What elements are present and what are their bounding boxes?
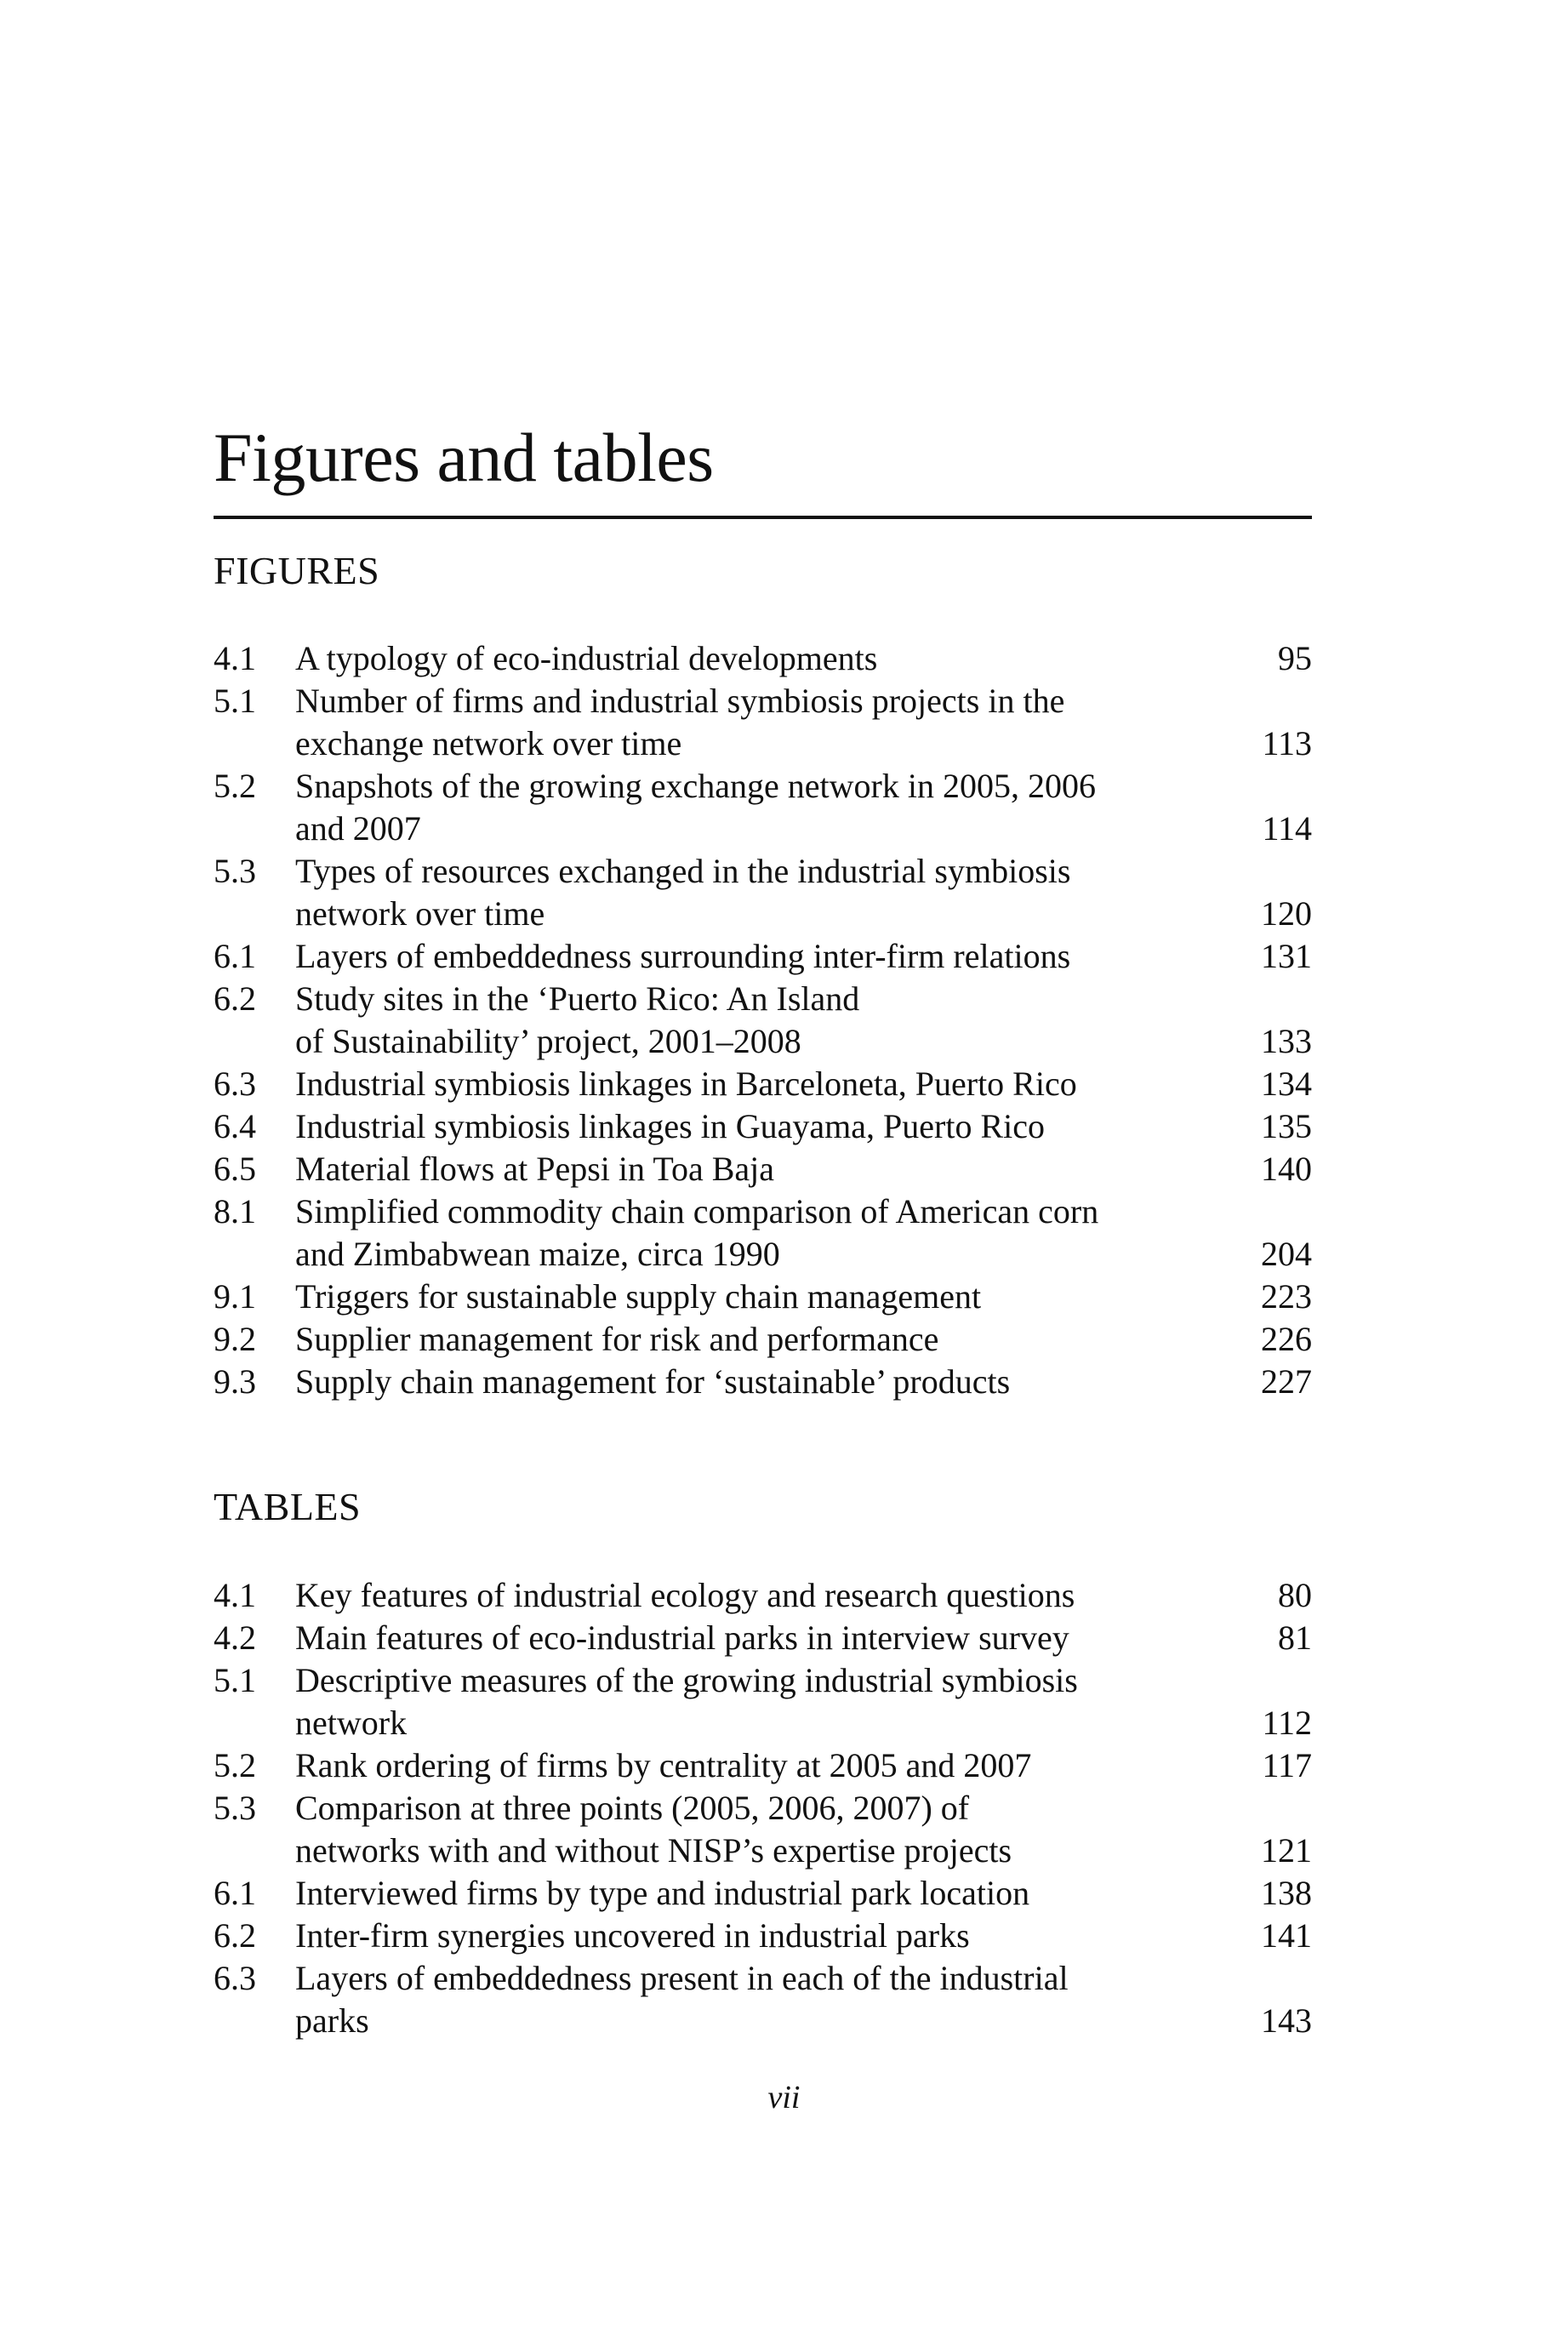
entry-page-number: 114 bbox=[1262, 809, 1312, 848]
entry-title: Number of firms and industrial symbiosis projects in the exchange network over time bbox=[295, 682, 1065, 762]
entry-title: Comparison at three points (2005, 2006, 2007) of networks with and without NISP’s expertise projects bbox=[295, 1789, 1012, 1870]
entry-number: 5.3 bbox=[214, 1789, 256, 1827]
table-entry bbox=[214, 1915, 1312, 1957]
entry-title: Snapshots of the growing exchange network in 2005, 2006 and 2007 bbox=[295, 767, 1096, 848]
entry-number: 9.3 bbox=[214, 1362, 256, 1401]
entry-number: 5.3 bbox=[214, 852, 256, 890]
entry-number: 6.3 bbox=[214, 1959, 256, 1997]
entry-title: Triggers for sustainable supply chain management bbox=[295, 1277, 982, 1316]
entry-number: 5.1 bbox=[214, 682, 256, 720]
table-entry bbox=[214, 1744, 1312, 1787]
page-title: Figures and tables bbox=[214, 419, 714, 496]
entry-title: Key features of industrial ecology and research questions bbox=[295, 1576, 1075, 1614]
entry-number: 8.1 bbox=[214, 1192, 256, 1230]
entry-title: Industrial symbiosis linkages in Barceloneta, Puerto Rico bbox=[295, 1065, 1077, 1103]
entry-page-number: 227 bbox=[1261, 1362, 1312, 1401]
entry-number: 9.1 bbox=[214, 1277, 256, 1316]
entry-title: Supply chain management for ‘sustainable’ products bbox=[295, 1362, 1011, 1401]
entry-page-number: 141 bbox=[1261, 1916, 1312, 1955]
figure-entry bbox=[214, 1318, 1312, 1361]
entry-number: 4.2 bbox=[214, 1618, 256, 1657]
tables-list bbox=[214, 1574, 1312, 2042]
entry-page-number: 120 bbox=[1261, 894, 1312, 933]
entry-page-number: 226 bbox=[1261, 1320, 1312, 1358]
entry-title: Main features of eco-industrial parks in interview survey bbox=[295, 1618, 1069, 1657]
entry-title: A typology of eco-industrial developments bbox=[295, 639, 878, 677]
entry-title: Layers of embeddedness surrounding inter-firm relations bbox=[295, 937, 1071, 975]
entry-number: 9.2 bbox=[214, 1320, 256, 1358]
entry-number: 6.1 bbox=[214, 1874, 256, 1912]
entry-page-number: 81 bbox=[1278, 1618, 1312, 1657]
table-entry bbox=[214, 1787, 1312, 1872]
table-entry bbox=[214, 1872, 1312, 1915]
entry-page-number: 112 bbox=[1262, 1704, 1312, 1742]
entry-title: Descriptive measures of the growing industrial symbiosis network bbox=[295, 1661, 1078, 1742]
table-entry bbox=[214, 1617, 1312, 1659]
entry-number: 5.1 bbox=[214, 1661, 256, 1699]
entry-title: Material flows at Pepsi in Toa Baja bbox=[295, 1150, 775, 1188]
entry-number: 5.2 bbox=[214, 767, 256, 805]
entry-title: Rank ordering of firms by centrality at 2005 and 2007 bbox=[295, 1746, 1032, 1784]
title-rule bbox=[214, 516, 1312, 519]
figure-entry bbox=[214, 935, 1312, 978]
entry-title: Simplified commodity chain comparison of American corn and Zimbabwean maize, circa 1990 bbox=[295, 1192, 1099, 1273]
entry-page-number: 121 bbox=[1261, 1831, 1312, 1870]
entry-page-number: 133 bbox=[1261, 1022, 1312, 1060]
entry-page-number: 117 bbox=[1262, 1746, 1312, 1784]
figure-entry bbox=[214, 1105, 1312, 1148]
entry-page-number: 140 bbox=[1261, 1150, 1312, 1188]
entry-title: Types of resources exchanged in the industrial symbiosis network over time bbox=[295, 852, 1071, 933]
figure-entry bbox=[214, 680, 1312, 765]
figure-entry bbox=[214, 1276, 1312, 1318]
entry-title: Interviewed firms by type and industrial park location bbox=[295, 1874, 1030, 1912]
entry-number: 6.1 bbox=[214, 937, 256, 975]
entry-page-number: 138 bbox=[1261, 1874, 1312, 1912]
entry-number: 6.2 bbox=[214, 1916, 256, 1955]
entry-page-number: 95 bbox=[1278, 639, 1312, 677]
page-folio: vii bbox=[767, 2080, 801, 2115]
entry-title: Inter-firm synergies uncovered in industrial parks bbox=[295, 1916, 970, 1955]
entry-number: 5.2 bbox=[214, 1746, 256, 1784]
entry-page-number: 134 bbox=[1261, 1065, 1312, 1103]
entry-page-number: 135 bbox=[1261, 1107, 1312, 1145]
entry-number: 6.2 bbox=[214, 979, 256, 1018]
entry-title: Layers of embeddedness present in each of the industrial parks bbox=[295, 1959, 1069, 2040]
figures-list bbox=[214, 637, 1312, 1403]
entry-page-number: 204 bbox=[1261, 1235, 1312, 1273]
entry-number: 4.1 bbox=[214, 639, 256, 677]
entry-number: 6.3 bbox=[214, 1065, 256, 1103]
figure-entry bbox=[214, 1148, 1312, 1190]
table-entry bbox=[214, 1957, 1312, 2042]
entry-number: 6.5 bbox=[214, 1150, 256, 1188]
figure-entry bbox=[214, 637, 1312, 680]
figure-entry bbox=[214, 978, 1312, 1063]
table-entry bbox=[214, 1574, 1312, 1617]
entry-page-number: 80 bbox=[1278, 1576, 1312, 1614]
figure-entry bbox=[214, 1361, 1312, 1403]
entry-page-number: 223 bbox=[1261, 1277, 1312, 1316]
figure-entry bbox=[214, 1063, 1312, 1105]
entry-number: 4.1 bbox=[214, 1576, 256, 1614]
figure-entry bbox=[214, 1190, 1312, 1276]
entry-page-number: 131 bbox=[1261, 937, 1312, 975]
tables-heading: TABLES bbox=[214, 1485, 362, 1528]
entry-title: Study sites in the ‘Puerto Rico: An Island of Sustainability’ project, 2001–2008 bbox=[295, 979, 860, 1060]
table-entry bbox=[214, 1659, 1312, 1744]
figures-heading: FIGURES bbox=[214, 549, 380, 592]
entry-title: Industrial symbiosis linkages in Guayama, Puerto Rico bbox=[295, 1107, 1045, 1145]
figure-entry bbox=[214, 850, 1312, 935]
entry-title: Supplier management for risk and performance bbox=[295, 1320, 939, 1358]
entry-page-number: 143 bbox=[1261, 2001, 1312, 2040]
entry-page-number: 113 bbox=[1262, 724, 1312, 762]
figure-entry bbox=[214, 765, 1312, 850]
entry-number: 6.4 bbox=[214, 1107, 256, 1145]
